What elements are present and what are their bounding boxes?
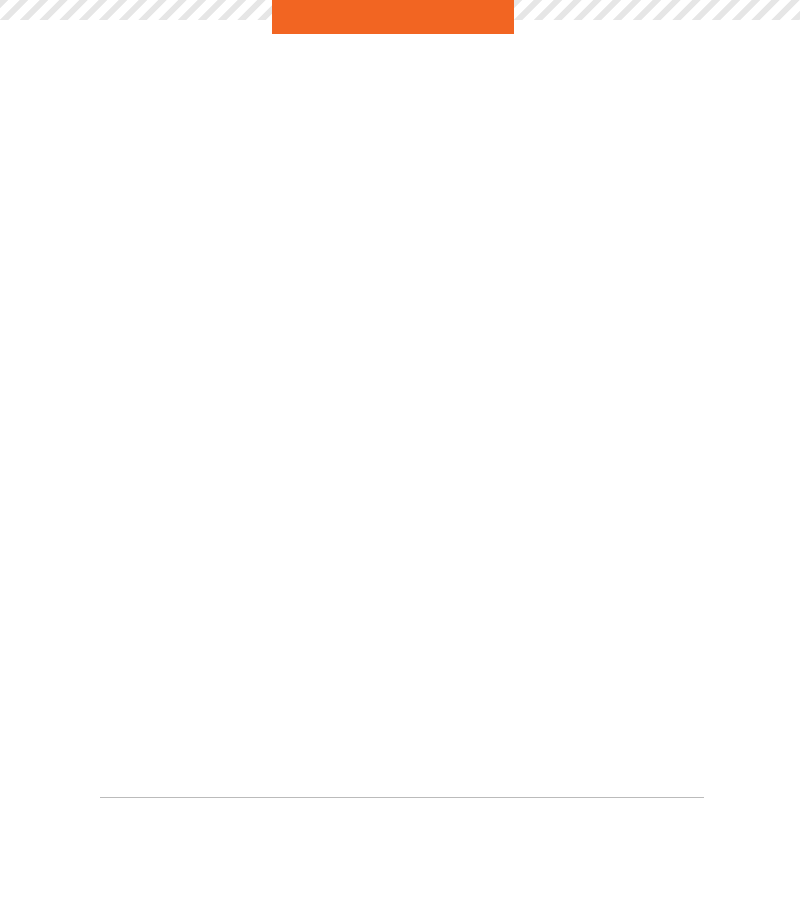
photo-grid — [100, 207, 576, 763]
header-stripes-right — [514, 0, 800, 20]
section-tab — [272, 0, 514, 34]
header-stripes-left — [0, 0, 272, 20]
ademas-divider — [100, 797, 704, 798]
